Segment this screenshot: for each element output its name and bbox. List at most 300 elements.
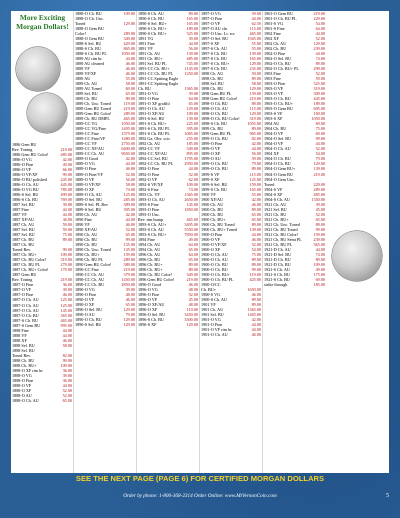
- coin-price: 36.00: [62, 377, 72, 383]
- coin-description: 1898 Sel. BU: [201, 81, 224, 87]
- coin-description: 1902 Fine: [264, 31, 281, 37]
- coin-description: 1903 Fine: [264, 71, 281, 77]
- coin-price: 55.00: [251, 41, 261, 47]
- coin-price: 129.00: [123, 316, 135, 322]
- coin-description: 1889 VF: [75, 66, 90, 72]
- coin-description: 1896-O Fine: [138, 291, 160, 297]
- coin-description: 1889 Sel. BU: [75, 91, 98, 97]
- coin-description: 1890-S Sel. BU: [75, 321, 102, 327]
- coin-price: 52.00: [315, 211, 325, 217]
- coin-price: 1250.00: [184, 71, 198, 77]
- coin-price: 219.00: [123, 106, 135, 112]
- coin-description: 1899-O VF: [201, 146, 221, 152]
- coin-description: 1896 Ch. BU: [138, 256, 161, 262]
- coin-description: 1897-O AU cln: [201, 26, 227, 32]
- coin-description: 1904-O VF: [264, 141, 284, 147]
- coin-price: 2950.00: [184, 161, 198, 167]
- coin-description: 1921-D Ch. AU: [264, 246, 291, 252]
- coin-description: 1890 Gem BU Color!: [75, 261, 112, 267]
- coin-price: 115.00: [249, 106, 261, 112]
- coin-price: 74.00: [315, 251, 325, 257]
- coin-description: 1897-O Unc. Lt. scr.: [201, 31, 236, 37]
- coin-description: 1890 Ch. BU PL: [75, 256, 104, 262]
- coin-description: 1889 Gem BU Toned: [75, 106, 111, 112]
- coin-description: 1889 Gem BU Color!: [75, 111, 112, 117]
- coin-price: 219.00: [313, 11, 325, 16]
- price-column: [263, 11, 326, 473]
- coin-price: 239.00: [313, 46, 325, 52]
- coin-description: 1887 Ch. BU: [12, 242, 35, 248]
- coin-description: 1890 XF/AU: [75, 226, 97, 232]
- coin-description: 1888 Ch. BU+: [12, 362, 37, 368]
- coin-price: 389.00: [123, 261, 135, 267]
- coin-price: 1145.00: [184, 66, 198, 72]
- coin-price: 44.00: [62, 327, 72, 333]
- coin-price: 89.00: [251, 166, 261, 172]
- coin-description: 1886-O VG: [12, 157, 32, 163]
- coin-price: 175.00: [313, 271, 325, 277]
- coin-description: 1891 Ch. AU: [138, 51, 161, 57]
- coin-price: 395.00: [123, 206, 135, 212]
- coin-price: 185.00: [186, 141, 198, 147]
- coin-price: 129.00: [186, 106, 198, 112]
- coin-description: 1889-O Fine/VF: [75, 171, 103, 177]
- coin-description: 1904-O Gem BU+: [264, 166, 296, 172]
- coin-price: 159.00: [313, 231, 325, 237]
- coin-description: 1890-S Ch. BU+: [138, 31, 167, 37]
- coin-price: 1065.00: [184, 131, 198, 137]
- coin-price: 59.00: [251, 71, 261, 77]
- coin-price: 62.50: [251, 21, 261, 27]
- coin-price: 59.00: [62, 227, 72, 233]
- coin-description: 1897-S Ch. BU: [201, 56, 227, 62]
- coin-description: 1889-O Fine: [75, 166, 97, 172]
- coin-price: 44.00: [62, 207, 72, 213]
- coin-price: 139.00: [249, 51, 261, 57]
- coin-photo-area: [326, 231, 389, 381]
- coin-price: 46.00: [62, 337, 72, 343]
- coin-description: 1888 Fine: [12, 327, 29, 333]
- coin-description: 1900-O Ch. AU: [201, 251, 228, 257]
- coin-description: 1900-O Ch. BU: [201, 261, 228, 267]
- coin-description: 1886-O VF/XF: [12, 172, 38, 178]
- coin-description: 1891-CC Ch. BU+: [138, 66, 170, 72]
- coin-price: 42.00: [125, 211, 135, 217]
- coin-description: 1898 Gem BU Color!: [201, 96, 238, 102]
- coin-description: 1898-O Ch. BU: [201, 111, 228, 117]
- coin-description: 1900-S Ch. AU: [201, 296, 227, 302]
- coin-description: 1900 Ch. BU+ Toned: [201, 226, 237, 232]
- coin-description: 1904-O Ch. BU: [264, 161, 291, 167]
- coin-description: 1887-O VF: [12, 287, 32, 293]
- coin-description: 1890 Ch. AU: [75, 211, 98, 217]
- coin-price: 169.00: [313, 111, 325, 117]
- coin-price: 129.00: [313, 41, 325, 47]
- coin-description: 1902 Ch. AU: [264, 41, 287, 47]
- coin-price: 69.00: [315, 121, 325, 127]
- coin-price: 48.00: [188, 286, 198, 292]
- price-row: [11, 398, 73, 403]
- coin-description: 1900-O Ch. BU: [201, 266, 228, 272]
- coin-description: 1887 Fine: [12, 207, 29, 213]
- coin-description: 1901-O Ch. BU PL: [264, 16, 297, 22]
- coin-description: 1891-O VG: [138, 91, 158, 97]
- coin-description: Ch. BU+: [201, 286, 217, 292]
- coin-price: 46.00: [125, 166, 135, 172]
- coin-price: 58.00: [125, 181, 135, 187]
- coin-price: 46.00: [251, 291, 261, 297]
- coin-description: 1921-S Ch. AU: [264, 266, 290, 272]
- next-page-banner: SEE THE NEXT PAGE (PAGE 6) FOR CERTIFIED MORGAN DOLLARS: [75, 474, 325, 483]
- coin-description: 1900 Ch. BU: [201, 211, 224, 217]
- coin-price: 44.00: [125, 161, 135, 167]
- coin-description: 1887-O Fine: [12, 292, 34, 298]
- coin-price: 229.00: [313, 181, 325, 187]
- coin-description: Toned Rev.: [12, 352, 31, 358]
- coin-description: 1888-O Gem BU: [75, 36, 104, 42]
- order-info: Order by phone: 1-800-368-2314 Order Online: www.MtVernonCoin.com: [123, 493, 277, 499]
- coin-description: Toned: [75, 21, 86, 27]
- listing-panel: [11, 11, 389, 473]
- coin-description: 1887 Ch. BU PL: [12, 262, 41, 268]
- coin-price: 99.00: [62, 247, 72, 253]
- coin-description: 1899-S XF: [201, 176, 220, 182]
- coin-description: 1890 Ch. BU: [75, 236, 98, 242]
- coin-description: 1901-S VG: [264, 21, 284, 27]
- coin-description: 1891 VG: [138, 36, 154, 42]
- coin-price: 319.00: [249, 116, 261, 122]
- coin-price: 365.00: [60, 312, 72, 318]
- coin-description: 1889 AU: [75, 76, 91, 82]
- coin-price: 7850.00: [184, 231, 198, 237]
- coin-price: 89.00: [62, 237, 72, 243]
- coin-description: 1891-CC Spitting Eagle: [138, 76, 179, 82]
- coin-description: 1887 Ch. BU+ Color!: [12, 267, 49, 273]
- coin-description: 1921-D Sel. BU: [264, 251, 292, 257]
- coin-description: 1889-O XF: [75, 186, 95, 192]
- coin-price: 39.00: [62, 202, 72, 208]
- coin-description: 1899-S Sel. BU: [201, 181, 228, 187]
- coin-price: 139.00: [313, 166, 325, 172]
- coin-description: 1897-O Fine: [201, 16, 223, 22]
- coin-price: 165.00: [249, 56, 261, 62]
- coin-description: 1902 Ch. BU: [264, 46, 287, 52]
- coin-description: 1896 Gem BU Color!: [138, 276, 175, 282]
- coin-description: 1896 Ch. BU+: [138, 266, 163, 272]
- coin-description: 1888-O Fine: [12, 377, 34, 383]
- coin-description: 1900-O XF: [201, 246, 221, 252]
- coin-description: 1888-O VF: [12, 382, 32, 388]
- coin-description: 1893-O Ch. AU: [138, 196, 165, 202]
- coin-price: 465.00: [123, 116, 135, 122]
- coin-price: 89.00: [315, 221, 325, 227]
- coin-price: 82.00: [251, 136, 261, 142]
- coin-price: 9650.00: [121, 151, 135, 157]
- coin-description: 1892-CC Ch. BU PL: [138, 161, 174, 167]
- coin-price: 185.00: [313, 281, 325, 287]
- coin-description: 1891-O Fine: [138, 96, 160, 102]
- coin-description: 1890-S Ch. BU: [138, 16, 164, 22]
- coin-description: 1890-O VG: [75, 286, 95, 292]
- coin-description: 1902-O Sel. BU: [264, 56, 292, 62]
- coin-price: 1495.00: [121, 126, 135, 132]
- coin-description: 1899-O Ch. BU: [201, 166, 228, 172]
- coin-description: 1901 Sel. BU: [201, 311, 224, 317]
- coin-description: 1890-O Sel. BU: [75, 306, 103, 312]
- coin-price: 46.00: [251, 332, 261, 337]
- price-column: [137, 11, 200, 473]
- coin-price: 485.00: [60, 152, 72, 158]
- coin-price: 99.00: [251, 266, 261, 272]
- coin-description: 1887 Ch. AU: [12, 222, 35, 228]
- coin-price: 45.00: [315, 206, 325, 212]
- coin-price: 99.00: [125, 236, 135, 242]
- coin-price: 465.00: [249, 31, 261, 37]
- coin-price: 109.00: [60, 252, 72, 258]
- coin-price: 129.00: [123, 21, 135, 27]
- coin-price: 49.00: [62, 162, 72, 168]
- coin-description: 1902-O Fine: [264, 51, 286, 57]
- coin-description: 1890 Ch. AU: [75, 231, 98, 237]
- coin-price: 485.00: [186, 56, 198, 62]
- coin-price: 225.00: [186, 121, 198, 127]
- coin-price: 89.00: [251, 256, 261, 262]
- coin-price: 89.00: [125, 96, 135, 102]
- coin-description: 1891 VF: [138, 46, 153, 52]
- coin-description: 1888 XF: [12, 337, 27, 343]
- coin-description: 1898-O Ch. BU: [201, 101, 228, 107]
- coin-description: 1892-O VF: [138, 176, 158, 182]
- page-number: 5: [386, 493, 389, 499]
- coin-description: 1900 Ch. BU Toned: [201, 221, 235, 227]
- coin-price: 89.00: [188, 261, 198, 267]
- coin-description: 1900-O/CC: [201, 281, 221, 287]
- coin-description: 1888-O XF: [12, 387, 32, 393]
- coin-description: 1902 XF: [264, 36, 279, 42]
- coin-price: 65.00: [315, 216, 325, 222]
- coin-price: 65.00: [188, 256, 198, 262]
- coin-price: 89.00: [251, 261, 261, 267]
- coin-price: 3300.00: [184, 316, 198, 322]
- coin-description: 1887 Sel. BU: [12, 227, 35, 233]
- coin-price: 109.00: [123, 11, 135, 16]
- coin-price: 289.00: [313, 186, 325, 192]
- coin-price: 995.00: [60, 322, 72, 328]
- coin-description: 1889 AU Toned: [75, 86, 102, 92]
- coin-description: 1886 Gem BU Color!: [12, 152, 49, 158]
- coin-description: 1887-O Ch. AU: [12, 302, 39, 308]
- coin-price: 349.00: [186, 271, 198, 277]
- coin-price: 42.00: [251, 316, 261, 322]
- coin-description: 1893 Ch. VF: [138, 191, 160, 197]
- coin-price: 89.00: [251, 101, 261, 107]
- coin-description: 1890-CC Fine: [75, 266, 99, 272]
- coin-description: 1889-CC VF: [75, 141, 97, 147]
- coin-price: 279.00: [60, 262, 72, 268]
- coin-price: 59.00: [62, 222, 72, 228]
- coin-price: 46.00: [125, 71, 135, 77]
- coin-price: 1450.00: [121, 276, 135, 282]
- coin-description: 1899 Gem BU PL: [201, 131, 232, 137]
- coin-description: 1900 XF/AU: [201, 196, 223, 202]
- coin-price: 42.00: [251, 196, 261, 202]
- coin-description: 1888-S Sel. BU: [75, 41, 102, 47]
- coin-description: 1900-O Ch. AU: [201, 256, 228, 262]
- coin-price: 165.00: [186, 16, 198, 22]
- coin-description: 1889-CC Fine/VF: [75, 136, 106, 142]
- coin-price: 69.00: [315, 276, 325, 282]
- coin-price: 139.00: [249, 226, 261, 232]
- coin-price: 145.00: [186, 201, 198, 207]
- coin-description: 1898 Ch. BU: [201, 76, 224, 82]
- coin-description: 1902-O Ch. BU: [264, 61, 291, 67]
- coin-price: 135.00: [123, 241, 135, 247]
- coin-description: 1888-S Ch. BU: [75, 46, 101, 52]
- coin-price: 865.00: [123, 46, 135, 52]
- coin-price: 289.00: [123, 256, 135, 262]
- coin-description: 1902-O Ch. BU+ PL: [264, 66, 299, 72]
- coin-description: 1891-O XF graffiti: [138, 101, 170, 107]
- coin-price: 129.00: [249, 61, 261, 67]
- coin-price: 99.00: [62, 172, 72, 178]
- coin-price: 65.00: [188, 246, 198, 252]
- coin-price: 139.00: [186, 116, 198, 122]
- coin-description: 1921 Sel. BU: [264, 206, 287, 212]
- coin-price: 52.00: [188, 291, 198, 297]
- coin-price: 49.00: [188, 236, 198, 242]
- coin-description: 1887-O Ch. BU: [12, 312, 39, 318]
- price-column: [200, 11, 263, 473]
- coin-description: 1921 Ch. BU Semi PL: [264, 236, 302, 242]
- coin-price: 79.00: [251, 161, 261, 167]
- coin-price: 44.00: [251, 16, 261, 22]
- coin-price: 58.00: [62, 342, 72, 348]
- coin-price: 59.00: [251, 156, 261, 162]
- coin-price: 46.00: [62, 292, 72, 298]
- coin-description: 1888-O Ch. Unc.: [75, 16, 104, 22]
- coin-price: 52.00: [125, 171, 135, 177]
- coin-description: 1901-O Fine: [201, 321, 223, 327]
- coin-price: 39.00: [62, 372, 72, 378]
- coin-price: 549.00: [186, 146, 198, 152]
- coin-description: 1904-O VF: [264, 131, 284, 137]
- coin-description: 1891-CC Ch. BU PL: [138, 71, 174, 77]
- coin-price: 89.00: [251, 76, 261, 82]
- coin-price: 89.00: [188, 11, 198, 16]
- coin-price: 44.00: [62, 332, 72, 338]
- coin-description: 1890-O AU: [75, 311, 95, 317]
- coin-description: 1900-O Ch. BU+: [201, 271, 230, 277]
- coin-price: 74.00: [125, 186, 135, 192]
- coin-price: 65.00: [125, 231, 135, 237]
- coin-description: 1896-O VF: [138, 296, 158, 302]
- coin-description: 1889-CC Ch. AU: [75, 151, 105, 157]
- coin-price: 229.00: [313, 16, 325, 22]
- coin-price: 129.00: [313, 161, 325, 167]
- coin-price: 42.00: [125, 156, 135, 162]
- coin-description: 1901-O Gem BU: [264, 11, 293, 16]
- coin-price: 425.00: [249, 276, 261, 282]
- coin-price: 1480.00: [121, 136, 135, 142]
- coin-description: 1891-O XF/AU: [138, 111, 165, 117]
- coin-description: 1904-O Ch. BU: [264, 156, 291, 162]
- coin-price: 219.00: [313, 171, 325, 177]
- coin-description: 1889-CC XF/AU: [75, 146, 104, 152]
- coin-description: 1903-O VF: [264, 86, 284, 92]
- coin-price: 89.00: [251, 221, 261, 227]
- coin-description: 1921-D Ch. BU: [264, 256, 291, 262]
- coin-description: 1897-O VF: [201, 21, 221, 27]
- coin-description: 1891-O Ch. AU: [138, 106, 165, 112]
- coin-price: 54.00: [315, 151, 325, 157]
- coin-description: 1890-CC Ch. BU: [75, 281, 105, 287]
- coin-description: 1890 Fine: [75, 216, 92, 222]
- coin-price: 6400.00: [121, 146, 135, 152]
- coin-description: 1897-O Sel. BU: [201, 36, 229, 42]
- coin-price: 49.00: [315, 266, 325, 272]
- coin-price: 52.00: [188, 171, 198, 177]
- coin-price: 69.00: [315, 131, 325, 137]
- coin-description: 1887-O Fine: [12, 282, 34, 288]
- coin-price: 44.00: [125, 56, 135, 62]
- coin-description: 1898 Gem BU PL: [201, 91, 232, 97]
- coin-price: 62.00: [188, 176, 198, 182]
- coin-price: 55.00: [251, 46, 261, 52]
- coin-price: 39.00: [188, 36, 198, 42]
- coin-description: 1903-O VF: [264, 91, 284, 97]
- coin-description: 1890 Ch. BU+: [75, 251, 100, 257]
- coin-price: 52.00: [315, 36, 325, 42]
- coin-price: 48.00: [125, 291, 135, 297]
- coin-description: 1892-CC VF: [138, 146, 160, 152]
- coin-price: 219.00: [60, 277, 72, 283]
- coin-price: 45.00: [188, 296, 198, 302]
- coin-price: 1850.00: [184, 206, 198, 212]
- coin-price: 1050.00: [121, 121, 135, 127]
- coin-description: 1892-CC Sel. BU: [138, 156, 168, 162]
- coin-description: 1890-O Fine: [75, 291, 97, 297]
- coin-description: 1889-CC VG: [75, 121, 98, 127]
- coin-description: 1896 Ch. BU+: [138, 261, 163, 267]
- coin-price: 189.00: [313, 101, 325, 107]
- coin-price: 395.00: [186, 126, 198, 132]
- coin-price: 79.00: [315, 156, 325, 162]
- coin-price: 75.00: [62, 232, 72, 238]
- coin-price: 48.00: [188, 301, 198, 307]
- coin-price: 255.00: [186, 136, 198, 142]
- coin-price: 125.00: [123, 191, 135, 197]
- coin-price: 465.00: [186, 216, 198, 222]
- coin-price: 44.00: [125, 216, 135, 222]
- coin-price: 36.00: [62, 367, 72, 373]
- coin-description: 1888-O Ch. BU: [75, 11, 102, 16]
- coin-description: 1886-S Ch. BU: [12, 197, 38, 203]
- coin-price: 139.00: [186, 51, 198, 57]
- coin-description: 1904 Ch. BU: [264, 126, 287, 132]
- coin-price: 44.00: [62, 212, 72, 218]
- coin-price: 115.00: [249, 26, 261, 32]
- coin-price: 52.00: [315, 71, 325, 77]
- coin-price: 44.00: [251, 326, 261, 332]
- coin-price: 89.00: [251, 301, 261, 307]
- coin-description: 1896-S XF: [138, 321, 157, 327]
- coin-price: 165.00: [249, 186, 261, 192]
- coin-description: 1921 Ch. BU Toned: [264, 226, 298, 232]
- coin-description: 1888-O XF rim br.: [12, 367, 44, 373]
- morgan-dollar-obverse-image: [332, 231, 382, 281]
- coin-price: 319.00: [60, 257, 72, 263]
- coin-price: 289.00: [123, 31, 135, 37]
